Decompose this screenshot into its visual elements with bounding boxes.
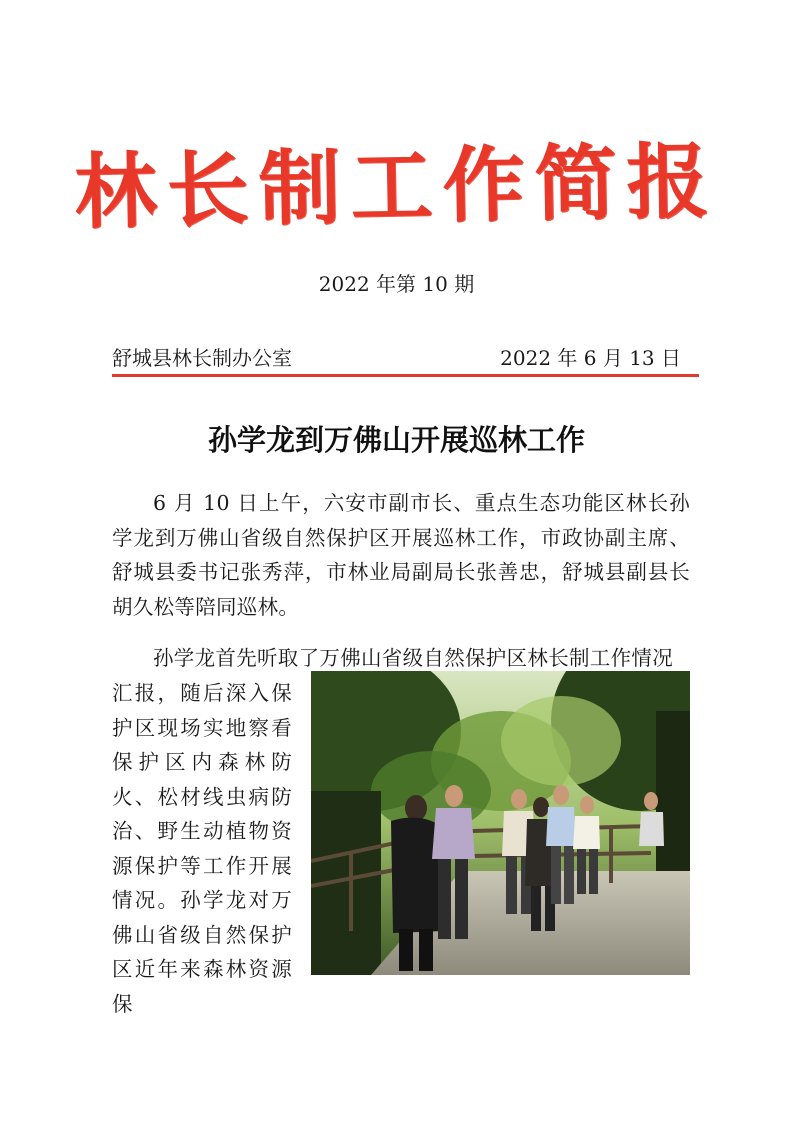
red-divider	[112, 374, 699, 377]
issue-date: 2022 年 6 月 13 日	[500, 346, 681, 370]
inspection-photo	[311, 671, 690, 975]
issue-number: 2022 年第 10 期	[318, 272, 475, 296]
masthead-title: 林长制工作简报	[73, 134, 720, 241]
article-headline: 孙学龙到万佛山开展巡林工作	[207, 423, 585, 457]
article-paragraph-2-lead: 孙学龙首先听取了万佛山省级自然保护区林长制工作情况	[153, 646, 673, 670]
article-paragraph-1: 6 月 10 日上午，六安市副市长、重点生态功能区林长孙学龙到万佛山省级自然保护区开展巡林工作，市政协副主席、舒城县委书记张秀萍，市林业局副局长张善忠，舒城县副县长胡久松等陪同巡林。	[112, 491, 690, 619]
article-paragraph-2-wrap: 汇报，随后深入保护区现场实地察看保护区内森林防火、松材线虫病防治、野生动植物资源保护等工作开展情况。孙学龙对万佛山省级自然保护区近年来森林资源保	[112, 681, 292, 1016]
issuing-office: 舒城县林长制办公室	[112, 346, 292, 370]
